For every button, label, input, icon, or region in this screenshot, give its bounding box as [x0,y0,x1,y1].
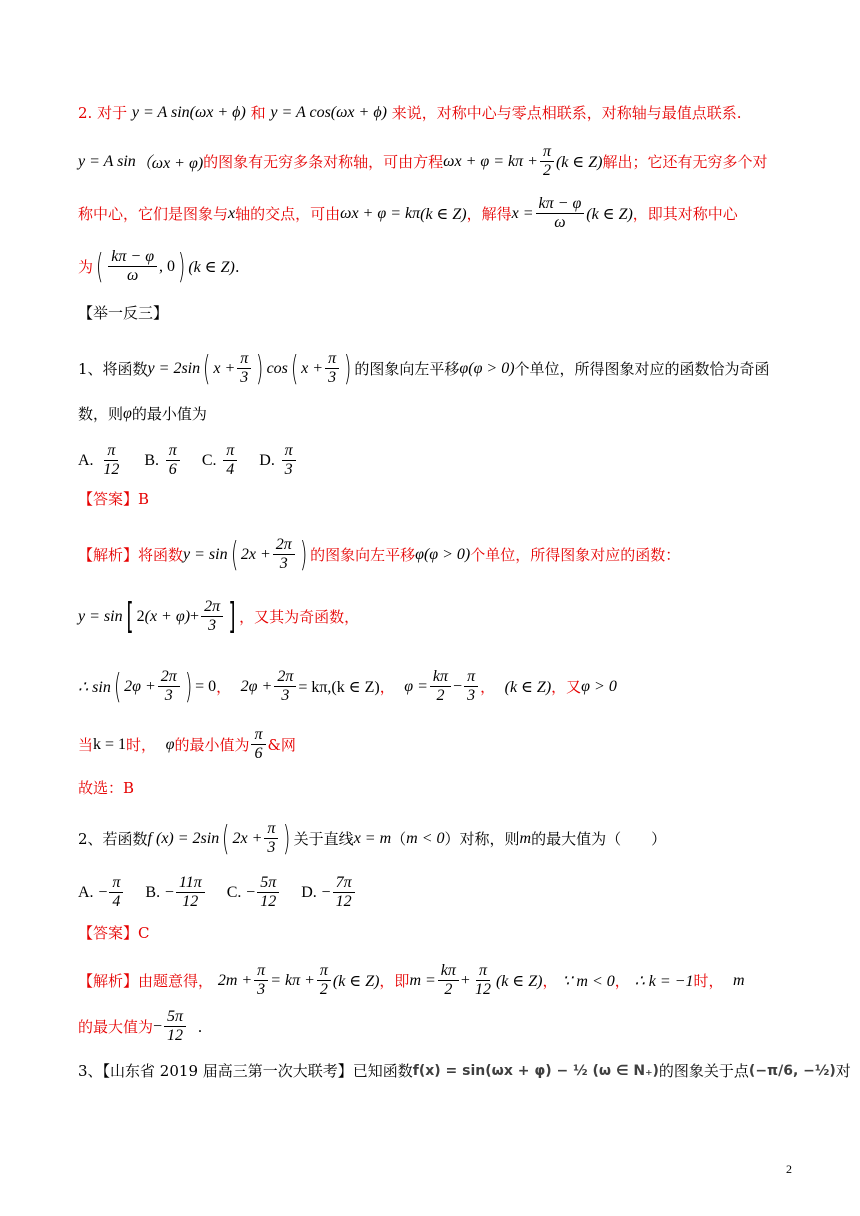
formula: φ > 0 [581,677,617,695]
q2-analysis-2 [78,1008,800,1045]
text: 个单位，所得图象对应的函数恰为奇函 [514,360,770,378]
formula: x + [213,359,236,377]
formula: (x + φ) [144,607,191,625]
q1-line-2 [78,403,800,424]
formula: m [733,971,745,989]
formula: + [460,971,470,989]
text: ，又其为奇函数， [239,608,360,626]
formula: (−π/6, −½) [748,1062,836,1079]
text: 2、若函数 [78,830,148,848]
text: 的最大值为 [78,1018,154,1036]
text: 关于直线 [293,830,354,848]
formula: ∵ m < 0 [562,972,615,990]
text: ， [614,972,630,990]
fraction: $\frac{2\pi}{3}$ [273,536,295,573]
section-heading [78,302,800,323]
formula: (k ∈ Z) [504,678,552,696]
fraction: $\frac{\pi}{12}$ [474,962,491,998]
text: 的最小值为 [174,736,250,754]
text: ，即 [379,972,410,990]
formula: ∴ k = −1 [634,972,694,990]
fraction: $\frac{k\pi}{2}$ [430,668,451,705]
formula: 2x + [232,829,263,847]
text: 的图象向左平移 [310,546,416,564]
text: 的图象关于点 [658,1062,749,1080]
formula: (k ∈ Z) [555,153,603,171]
formula: φ [123,404,132,422]
formula: (φ > 0) [468,359,515,377]
q2-analysis-1 [78,962,800,999]
text: 来说，对称中心与零点相联系，对称轴与最值点联系. [391,104,742,122]
formula: ωx + φ = kπ [340,204,421,222]
conclusion-text: 故选：B [78,779,135,797]
q3-line-1 [78,1060,851,1081]
formula: ∴ sin [78,678,111,696]
formula: (k ∈ Z) [495,972,543,990]
fraction: $\frac{5\pi}{12}$ [164,1008,186,1045]
text: 当 [78,736,94,754]
section-title: 【举一反三】 [78,304,169,322]
text: 解出；它还有无穷多个对 [602,153,768,171]
fraction: $\frac{\pi}{3}$ [325,350,339,387]
fraction: $\frac{2\pi}{3}$ [201,598,223,635]
formula: k = 1 [93,735,127,753]
text: ，解得 [466,205,512,223]
option-c[interactable]: C. − $\frac{5\pi}{12}$ [227,874,282,911]
para-2-line-1 [78,102,800,123]
text: 3、【山东省 2019 届高三第一次大联考】已知函数 [78,1062,413,1080]
q2-answer [78,922,800,943]
text: 对于 [97,104,128,122]
formula: (k ∈ Z) [188,258,235,276]
formula: φ [415,545,424,563]
option-c[interactable]: C. $\frac{\pi}{4}$ [202,442,239,479]
fraction: $\frac{2\pi}{3}$ [274,668,296,705]
formula: (φ > 0) [423,545,471,563]
text: 的图象有无穷多条对称轴，可由方程 [203,153,444,171]
q1-analysis-2: y = sin [ 2 (x + φ) + $\frac{2\pi}{3}$ ] ，又其为奇函数， [78,595,360,637]
formula: x = m [353,829,392,847]
q1-line-1: 1、将函数 y = 2sin ( x + $\frac{\pi}{3}$ ) cos ( x + $\frac{\pi}{3}$ ) 的图象向左平移 φ (φ > 0) 个单位，所得图象对应的函数恰为奇函 [78,348,770,389]
text: 为 [78,258,94,276]
fraction: $\frac{2\pi}{3}$ [158,668,180,705]
formula-cos: y = A cos(ωx + ϕ) [270,103,387,121]
option-d[interactable]: D. $\frac{\pi}{3}$ [259,442,297,479]
fraction: $\frac{\pi}{3}$ [264,820,278,857]
formula: 2 [136,607,145,625]
para-2-line-4: 为 ( $\frac{k\pi - \varphi}{\omega}$ , 0 ) (k ∈ Z) . [78,246,240,287]
text: 由题意得， [138,972,214,990]
formula: 2m + [217,971,253,989]
formula: 2φ + [240,677,273,695]
formula: y = 2sin [147,359,201,377]
fraction: $\frac{\pi}{3}$ [254,962,268,999]
q2-options [78,874,800,911]
fraction: $\frac{\pi}{3}$ [464,668,478,705]
formula: = kπ,(k ∈ Z) [298,678,380,696]
text: 时， [126,736,157,754]
option-d[interactable]: D. − $\frac{7\pi}{12}$ [301,874,356,911]
formula: m < 0 [406,829,445,847]
formula: x [228,204,236,222]
fraction: $\frac{\pi}{2}$ [540,143,554,180]
answer-label: 【答案】C [78,924,150,942]
text: 和 [250,104,266,122]
q1-conclusion [78,777,800,798]
text: ， [480,678,496,696]
fraction: $\frac{k\pi - \varphi}{\omega}$ [108,248,157,285]
text: 称中心，它们是图象与 [78,205,229,223]
formula: 2x + [240,545,271,563]
formula: φ [459,359,469,377]
q1-analysis-3: ∴ sin ( 2φ + $\frac{2\pi}{3}$ ) = 0 ， 2φ + $\frac{2\pi}{3}$ = kπ,(k ∈ Z) ， φ = $\frac{k\pi}{2}$ − $\frac{\pi}{3}$ ， (k ∈ Z) ，又 φ > 0 [78,666,617,707]
formula: φ = [404,677,428,695]
q1-options [78,442,800,479]
text: ，即其对称中心 [632,205,738,223]
text: 1、将函数 [78,360,148,378]
option-a[interactable]: A. − $\frac{\pi}{4}$ [78,874,125,911]
formula: φ [165,735,175,753]
text: 的图象向左平移 [354,360,460,378]
formula: (k ∈ Z) [332,972,380,990]
formula: y = sin [183,545,228,563]
formula: = 0 [195,677,217,695]
text: &网 [267,736,296,754]
formula: − [453,677,463,695]
formula: (k ∈ Z) [586,205,633,223]
formula: + [190,607,200,625]
formula: (k ∈ Z) [420,205,467,223]
para-2-line-3 [78,195,800,232]
formula: 2φ + [124,677,156,695]
q1-analysis-1: 【解析】 将函数 y = sin ( 2x + $\frac{2\pi}{3}$ ) 的图象向左平移 φ (φ > 0) 个单位，所得图象对应的函数： [78,534,681,575]
text: ）对称，则 [444,830,520,848]
formula: m [519,829,532,847]
text: 个单位，所得图象对应的函数： [470,546,681,564]
fraction: $\frac{\pi}{3}$ [237,350,251,387]
q1-analysis-4 [78,726,800,763]
fraction: $\frac{\pi}{6}$ [251,726,265,763]
text: 对 [835,1062,851,1080]
text: 轴的交点，可由 [235,205,341,223]
analysis-label: 【解析】 [78,972,139,990]
text: （ [391,830,407,848]
formula: ωx + φ = kπ + [443,152,538,170]
formula: y = sin [78,607,123,625]
option-b[interactable]: B. $\frac{\pi}{6}$ [144,442,181,479]
formula: = kπ + [270,971,315,989]
option-b[interactable]: B. − $\frac{11\pi}{12}$ [145,874,206,911]
text: ， [542,972,558,990]
formula: f (x) = 2sin [147,829,220,847]
formula-sin: y = A sin(ωx + ϕ) [131,103,246,121]
formula: x = [511,204,534,222]
q2-line-1: 2、若函数 f (x) = 2sin ( 2x + $\frac{\pi}{3}$ ) 关于直线 x = m （ m < 0 ）对称，则 m 的最大值为（ ） [78,818,667,859]
option-a[interactable]: A. $\frac{\pi}{12}$ [78,442,120,478]
page-number: 2 [786,1162,792,1176]
text: 数，则 [78,405,124,423]
fraction: $\frac{k\pi - \varphi}{\omega}$ [536,195,585,232]
q1-answer [78,488,800,509]
fraction: $\frac{\pi}{2}$ [317,962,331,999]
answer-label: 【答案】B [78,490,150,508]
text: ， [379,678,395,696]
formula: x + [301,359,324,377]
para-2-line-2 [78,143,800,180]
text: 的最小值为 [131,405,207,423]
text: 时， [693,972,724,990]
analysis-label: 【解析】 [78,546,139,564]
formula: cos [266,359,288,377]
formula: , 0 [159,257,176,275]
text: 将函数 [138,546,184,564]
text: . [234,257,240,276]
item-number: 2. [78,103,93,122]
formula: − [153,1017,163,1035]
formula: y = A sin [78,152,136,170]
text: 的最大值为（ ） [531,830,667,848]
text: . [197,1017,203,1036]
formula: m = [409,971,436,989]
formula: （ωx + φ) [135,155,204,172]
fraction: $\frac{k\pi}{2}$ [438,962,459,999]
text: ， [216,678,232,696]
formula: f(x) = sin(ωx + φ) − ½ (ω ∈ N₊) [412,1062,659,1079]
text: ，又 [551,678,582,696]
